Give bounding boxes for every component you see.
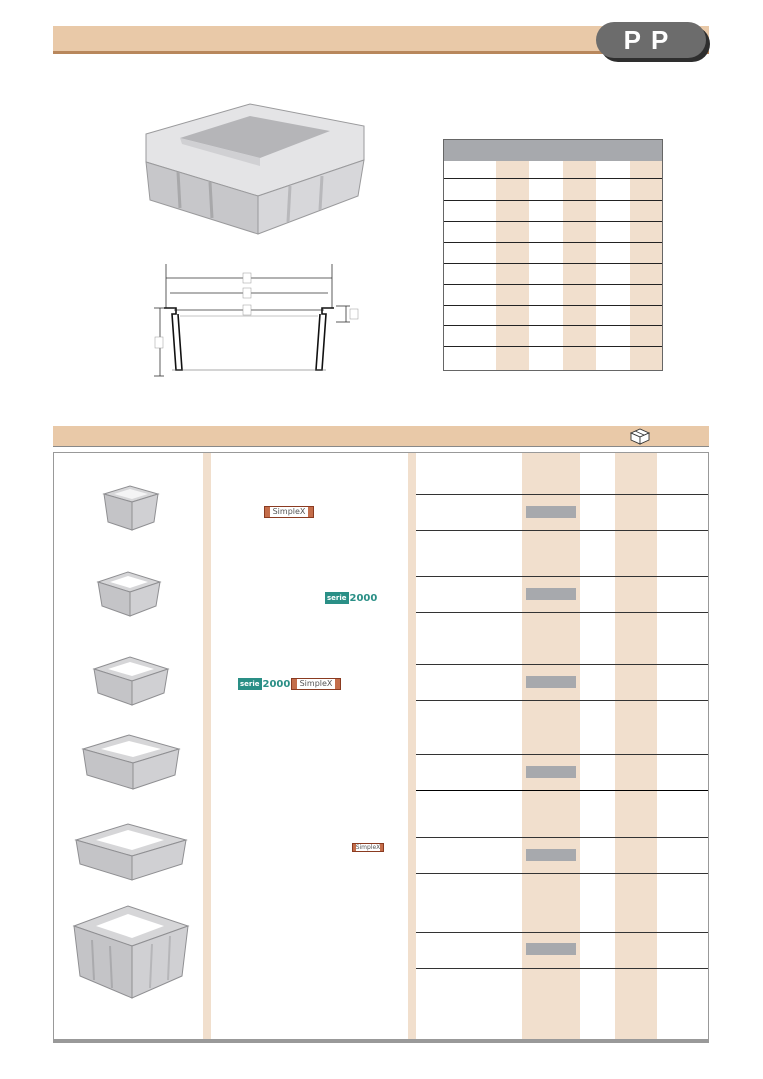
- simplex-logo: SimpleX: [264, 506, 314, 518]
- product-thumbnail: [90, 655, 172, 707]
- dimension-table-row-line: [444, 242, 662, 243]
- simplex-logo: SimpleX: [291, 678, 341, 690]
- dimension-table-row-line: [444, 221, 662, 222]
- data-row-line: [416, 700, 708, 701]
- serie-number: 2000: [349, 592, 378, 604]
- dimension-table-row-line: [444, 200, 662, 201]
- price-placeholder-bar: [526, 506, 576, 518]
- frame-top-line: [53, 452, 709, 453]
- data-row-line: [416, 612, 708, 613]
- price-placeholder-bar: [526, 849, 576, 861]
- price-placeholder-bar: [526, 943, 576, 955]
- data-row-line: [416, 494, 708, 495]
- price-placeholder-bar: [526, 766, 576, 778]
- box-icon: [627, 427, 653, 445]
- dimension-table: [443, 139, 663, 371]
- dimension-table-row-line: [444, 263, 662, 264]
- column-separator: [408, 453, 416, 1039]
- product-thumbnail: [79, 733, 183, 791]
- data-row-line: [416, 837, 708, 838]
- price-placeholder-bar: [526, 676, 576, 688]
- product-thumbnail: [94, 570, 164, 618]
- data-row-line: [416, 790, 708, 791]
- product-thumbnail: [100, 484, 162, 532]
- dimension-table-row-line: [444, 178, 662, 179]
- data-shaded-column: [615, 453, 657, 1039]
- product-thumbnail: [70, 904, 192, 1000]
- column-separator: [203, 453, 211, 1039]
- product-photo: [140, 100, 380, 240]
- price-placeholder-bar: [526, 588, 576, 600]
- serie-2000-logo: [238, 678, 290, 690]
- dimension-table-row-line: [444, 325, 662, 326]
- data-row-line: [416, 664, 708, 665]
- serie-2000-logo: [325, 592, 377, 604]
- technical-drawing: [146, 264, 362, 378]
- material-badge: PP: [596, 22, 706, 58]
- dimension-table-header: [444, 140, 662, 161]
- dimension-table-row-line: [444, 284, 662, 285]
- dimension-table-shaded-column: [496, 161, 529, 370]
- data-row-line: [416, 576, 708, 577]
- data-row-line: [416, 932, 708, 933]
- serie-tag: serie: [240, 680, 260, 688]
- dimension-table-shaded-column: [630, 161, 663, 370]
- serie-tag: serie: [327, 594, 347, 602]
- data-row-line: [416, 873, 708, 874]
- data-row-line: [416, 754, 708, 755]
- simplex-logo: SimpleX: [352, 843, 384, 852]
- product-thumbnail: [72, 822, 190, 882]
- frame-right-line: [708, 452, 709, 1039]
- data-row-line: [416, 530, 708, 531]
- serie-number: 2000: [262, 678, 291, 690]
- dimension-table-row-line: [444, 305, 662, 306]
- data-row-line: [416, 968, 708, 969]
- section-band: [53, 426, 709, 446]
- dimension-table-row-line: [444, 346, 662, 347]
- frame-left-line: [53, 452, 54, 1039]
- dimension-table-shaded-column: [563, 161, 596, 370]
